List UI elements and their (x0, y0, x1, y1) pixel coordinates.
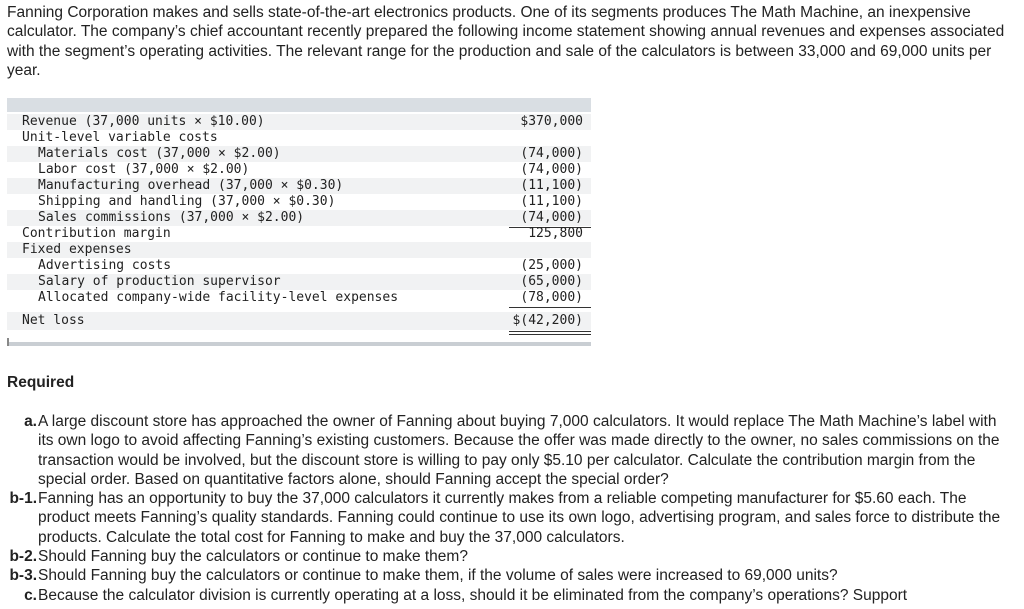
statement-scroll-marker (7, 338, 9, 346)
question-item (7, 412, 1012, 489)
row-amount: (78,000) (520, 290, 583, 305)
question-text: Fanning has an opportunity to buy the 37,000 calculators it currently makes from a reliable competing manufacturer for $5.60 each. The product meets Fanning’s quality standards. Fanning could continue to use its own logo, advertising program, and sales force to distribute the products. Calculate the total cost for Fanning to make and buy the 37,000 calculators. (38, 490, 1001, 546)
statement-row-revenue (7, 114, 591, 130)
statement-row-commissions (7, 210, 591, 226)
statement-row-shipping (7, 194, 591, 210)
question-text: Should Fanning buy the calculators or continue to make them? (38, 548, 468, 566)
statement-footer-bar (7, 342, 591, 346)
statement-header-bar (7, 98, 591, 112)
question-text: Because the calculator division is currently operating at a loss, should it be eliminated from the company’s operations? Support (38, 586, 908, 604)
question-label: c. (24, 586, 37, 604)
question-label: b-3. (9, 567, 37, 585)
statement-row-materials (7, 146, 591, 162)
row-amount: (25,000) (520, 258, 583, 273)
row-label: Allocated company-wide facility-level expenses (38, 290, 399, 305)
statement-row-overhead (7, 178, 591, 194)
row-label: Advertising costs (38, 258, 172, 273)
row-amount: (74,000) (520, 210, 583, 225)
statement-row-net-loss (7, 312, 591, 330)
row-label: Manufacturing overhead (37,000 × $0.30) (38, 178, 344, 193)
row-label: Labor cost (37,000 × $2.00) (38, 162, 250, 177)
row-amount: $370,000 (520, 114, 583, 129)
required-heading: Required (7, 374, 75, 391)
row-amount: (11,100) (520, 178, 583, 193)
question-label: b-1. (9, 490, 37, 508)
row-label: Salary of production supervisor (38, 274, 281, 289)
statement-row-fixed-expenses (7, 242, 591, 258)
income-statement (7, 98, 591, 346)
question-item (7, 586, 1012, 605)
row-label: Net loss (22, 313, 85, 328)
question-label: b-2. (9, 548, 37, 566)
row-amount: 125,800 (528, 226, 583, 241)
subtotal-underline (509, 307, 591, 308)
total-double-underline (509, 331, 591, 332)
row-amount: (11,100) (520, 194, 583, 209)
question-text: Should Fanning buy the calculators or continue to make them, if the volume of sales were increased to 69,000 units? (38, 567, 838, 585)
row-label: Contribution margin (22, 226, 171, 241)
row-label: Unit-level variable costs (22, 130, 218, 145)
row-label: Fixed expenses (22, 242, 132, 257)
total-double-underline (509, 334, 591, 335)
statement-row-advertising (7, 258, 591, 274)
problem-intro: Fanning Corporation makes and sells state-of-the-art electronics products. One of its segments produces The Math Machine, an inexpensive calculator. The company’s chief accountant recently prepared the following income statement showing annual revenues and expenses associated with the segment’s operating activities. The relevant range for the production and sale of the calculators is between 33,000 and 69,000 units per year. (7, 4, 1005, 79)
question-label: a. (24, 413, 37, 430)
statement-row-contribution-margin (7, 226, 591, 242)
question-item (7, 566, 1012, 585)
statement-row-allocated-expenses (7, 290, 591, 306)
row-amount: $(42,200) (512, 313, 583, 328)
row-label: Revenue (37,000 units × $10.00) (22, 114, 265, 129)
statement-row-supervisor-salary (7, 274, 591, 290)
row-label: Shipping and handling (37,000 × $0.30) (38, 194, 336, 209)
row-amount: (74,000) (520, 162, 583, 177)
question-list (7, 412, 1012, 605)
row-amount: (65,000) (520, 274, 583, 289)
statement-row-variable-costs (7, 130, 591, 146)
row-amount: (74,000) (520, 146, 583, 161)
statement-row-labor (7, 162, 591, 178)
question-text: A large discount store has approached the owner of Fanning about buying 7,000 calculators. It would replace The Math Machine’s label with its own logo to avoid affecting Fanning’s existing customers. Because the offer was made directly to the owner, no sales commissions on the transaction would be involved, but the discount store is willing to pay only $5.10 per calculator. Calculate the contribution margin from the special order. Based on quantitative factors alone, should Fanning accept the special order? (38, 413, 1000, 488)
question-item (7, 489, 1012, 547)
question-item (7, 547, 1012, 566)
row-label: Materials cost (37,000 × $2.00) (38, 146, 281, 161)
row-label: Sales commissions (37,000 × $2.00) (38, 210, 305, 225)
